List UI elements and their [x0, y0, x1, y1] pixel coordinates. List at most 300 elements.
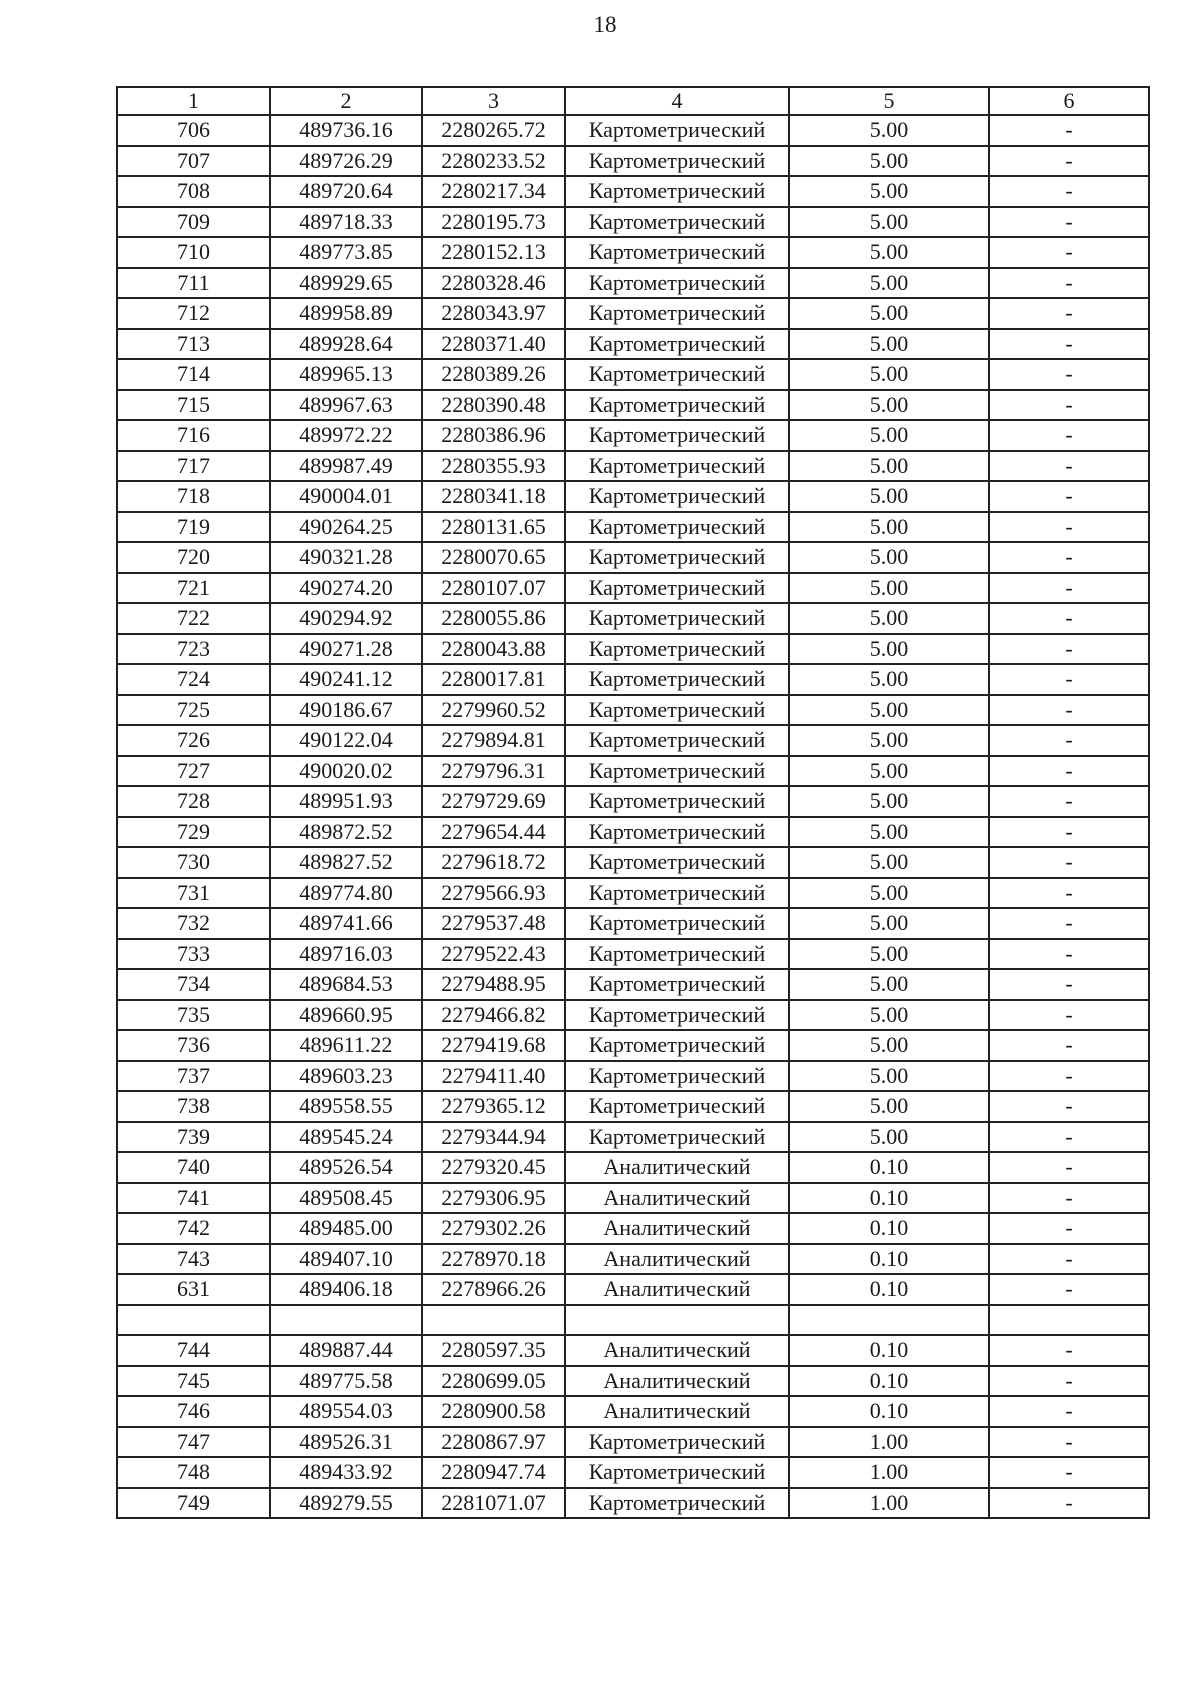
x-coordinate-cell: 489928.64 [270, 329, 422, 360]
y-coordinate-cell: 2279302.26 [422, 1213, 565, 1244]
point-number-cell: 718 [117, 481, 270, 512]
method-cell: Картометрический [565, 390, 789, 421]
x-coordinate-cell: 489872.52 [270, 817, 422, 848]
y-coordinate-cell: 2279566.93 [422, 878, 565, 909]
table-row [117, 725, 1149, 756]
table-row [117, 1213, 1149, 1244]
accuracy-cell: 5.00 [789, 176, 989, 207]
point-number-cell [117, 1305, 270, 1336]
method-cell: Картометрический [565, 1427, 789, 1458]
x-coordinate-cell: 489958.89 [270, 298, 422, 329]
y-coordinate-cell: 2280217.34 [422, 176, 565, 207]
x-coordinate-cell: 489736.16 [270, 115, 422, 146]
table-row [117, 1335, 1149, 1366]
method-cell: Картометрический [565, 146, 789, 177]
method-cell: Картометрический [565, 634, 789, 665]
table-row [117, 390, 1149, 421]
x-coordinate-cell: 489774.80 [270, 878, 422, 909]
point-number-cell: 734 [117, 969, 270, 1000]
accuracy-cell: 5.00 [789, 512, 989, 543]
accuracy-cell: 5.00 [789, 878, 989, 909]
accuracy-cell: 5.00 [789, 481, 989, 512]
point-number-cell: 727 [117, 756, 270, 787]
point-number-cell: 738 [117, 1091, 270, 1122]
note-cell: - [989, 115, 1149, 146]
accuracy-cell: 0.10 [789, 1396, 989, 1427]
method-cell: Аналитический [565, 1396, 789, 1427]
point-number-cell: 746 [117, 1396, 270, 1427]
table-row [117, 1396, 1149, 1427]
note-cell: - [989, 878, 1149, 909]
table-row [117, 1091, 1149, 1122]
table-row [117, 1305, 1149, 1336]
x-coordinate-cell: 490294.92 [270, 603, 422, 634]
note-cell: - [989, 1000, 1149, 1031]
accuracy-cell: 5.00 [789, 725, 989, 756]
y-coordinate-cell: 2279365.12 [422, 1091, 565, 1122]
point-number-cell: 732 [117, 908, 270, 939]
method-cell: Картометрический [565, 451, 789, 482]
note-cell: - [989, 237, 1149, 268]
note-cell: - [989, 1213, 1149, 1244]
x-coordinate-cell: 489603.23 [270, 1061, 422, 1092]
point-number-cell: 720 [117, 542, 270, 573]
accuracy-cell: 5.00 [789, 695, 989, 726]
accuracy-cell: 5.00 [789, 603, 989, 634]
note-cell: - [989, 1488, 1149, 1519]
table-row [117, 664, 1149, 695]
x-coordinate-cell: 489545.24 [270, 1122, 422, 1153]
method-cell: Картометрический [565, 1000, 789, 1031]
y-coordinate-cell: 2278970.18 [422, 1244, 565, 1275]
accuracy-cell: 0.10 [789, 1183, 989, 1214]
accuracy-cell: 5.00 [789, 1000, 989, 1031]
note-cell: - [989, 1274, 1149, 1305]
table-row [117, 1244, 1149, 1275]
accuracy-cell: 5.00 [789, 634, 989, 665]
point-number-cell: 714 [117, 359, 270, 390]
accuracy-cell: 5.00 [789, 573, 989, 604]
accuracy-cell: 0.10 [789, 1213, 989, 1244]
note-cell: - [989, 329, 1149, 360]
point-number-cell: 735 [117, 1000, 270, 1031]
note-cell: - [989, 969, 1149, 1000]
note-cell: - [989, 1183, 1149, 1214]
table-row [117, 1274, 1149, 1305]
y-coordinate-cell: 2280070.65 [422, 542, 565, 573]
point-number-cell: 745 [117, 1366, 270, 1397]
x-coordinate-cell: 489526.54 [270, 1152, 422, 1183]
y-coordinate-cell: 2280699.05 [422, 1366, 565, 1397]
note-cell: - [989, 1335, 1149, 1366]
point-number-cell: 748 [117, 1457, 270, 1488]
method-cell: Картометрический [565, 908, 789, 939]
note-cell: - [989, 756, 1149, 787]
note-cell: - [989, 1152, 1149, 1183]
x-coordinate-cell: 489741.66 [270, 908, 422, 939]
point-number-cell: 747 [117, 1427, 270, 1458]
method-cell: Аналитический [565, 1366, 789, 1397]
point-number-cell: 722 [117, 603, 270, 634]
accuracy-cell: 5.00 [789, 451, 989, 482]
note-cell: - [989, 542, 1149, 573]
y-coordinate-cell: 2280131.65 [422, 512, 565, 543]
note-cell: - [989, 786, 1149, 817]
point-number-cell: 739 [117, 1122, 270, 1153]
accuracy-cell: 5.00 [789, 207, 989, 238]
page-number: 18 [593, 12, 617, 37]
note-cell: - [989, 908, 1149, 939]
point-number-cell: 740 [117, 1152, 270, 1183]
table-row [117, 603, 1149, 634]
method-cell: Картометрический [565, 329, 789, 360]
table-body [117, 115, 1149, 1518]
table-row [117, 573, 1149, 604]
y-coordinate-cell [422, 1305, 565, 1336]
note-cell [989, 1305, 1149, 1336]
column-header: 1 [117, 87, 270, 115]
note-cell: - [989, 1366, 1149, 1397]
point-number-cell: 728 [117, 786, 270, 817]
y-coordinate-cell: 2280371.40 [422, 329, 565, 360]
y-coordinate-cell: 2279537.48 [422, 908, 565, 939]
column-header: 3 [422, 87, 565, 115]
x-coordinate-cell: 489726.29 [270, 146, 422, 177]
method-cell: Аналитический [565, 1152, 789, 1183]
point-number-cell: 631 [117, 1274, 270, 1305]
method-cell: Картометрический [565, 298, 789, 329]
x-coordinate-cell: 489407.10 [270, 1244, 422, 1275]
note-cell: - [989, 1061, 1149, 1092]
table-row [117, 146, 1149, 177]
accuracy-cell: 5.00 [789, 1122, 989, 1153]
point-number-cell: 721 [117, 573, 270, 604]
note-cell: - [989, 481, 1149, 512]
table-row [117, 1457, 1149, 1488]
method-cell: Аналитический [565, 1183, 789, 1214]
point-number-cell: 743 [117, 1244, 270, 1275]
method-cell: Картометрический [565, 115, 789, 146]
x-coordinate-cell: 489972.22 [270, 420, 422, 451]
method-cell: Картометрический [565, 1061, 789, 1092]
note-cell: - [989, 573, 1149, 604]
x-coordinate-cell: 489827.52 [270, 847, 422, 878]
point-number-cell: 710 [117, 237, 270, 268]
table-row [117, 542, 1149, 573]
point-number-cell: 731 [117, 878, 270, 909]
y-coordinate-cell: 2280233.52 [422, 146, 565, 177]
y-coordinate-cell: 2280389.26 [422, 359, 565, 390]
x-coordinate-cell: 489929.65 [270, 268, 422, 299]
accuracy-cell: 5.00 [789, 664, 989, 695]
table-row [117, 115, 1149, 146]
table-row [117, 1122, 1149, 1153]
point-number-cell: 724 [117, 664, 270, 695]
table-row [117, 359, 1149, 390]
accuracy-cell: 5.00 [789, 359, 989, 390]
accuracy-cell: 5.00 [789, 237, 989, 268]
method-cell: Картометрический [565, 207, 789, 238]
y-coordinate-cell: 2279654.44 [422, 817, 565, 848]
method-cell: Аналитический [565, 1213, 789, 1244]
method-cell: Картометрический [565, 664, 789, 695]
point-number-cell: 726 [117, 725, 270, 756]
accuracy-cell: 5.00 [789, 1061, 989, 1092]
note-cell: - [989, 847, 1149, 878]
note-cell: - [989, 359, 1149, 390]
point-number-cell: 744 [117, 1335, 270, 1366]
accuracy-cell: 5.00 [789, 847, 989, 878]
x-coordinate-cell: 489684.53 [270, 969, 422, 1000]
point-number-cell: 736 [117, 1030, 270, 1061]
accuracy-cell: 1.00 [789, 1427, 989, 1458]
y-coordinate-cell: 2279320.45 [422, 1152, 565, 1183]
method-cell: Картометрический [565, 756, 789, 787]
table-row [117, 512, 1149, 543]
x-coordinate-cell: 490004.01 [270, 481, 422, 512]
x-coordinate-cell: 489775.58 [270, 1366, 422, 1397]
method-cell: Картометрический [565, 847, 789, 878]
note-cell: - [989, 298, 1149, 329]
point-number-cell: 716 [117, 420, 270, 451]
x-coordinate-cell: 489773.85 [270, 237, 422, 268]
point-number-cell: 730 [117, 847, 270, 878]
table-row [117, 1061, 1149, 1092]
table-row [117, 1183, 1149, 1214]
x-coordinate-cell: 489406.18 [270, 1274, 422, 1305]
table-row [117, 1152, 1149, 1183]
point-number-cell: 749 [117, 1488, 270, 1519]
point-number-cell: 707 [117, 146, 270, 177]
accuracy-cell: 5.00 [789, 969, 989, 1000]
method-cell [565, 1305, 789, 1336]
note-cell: - [989, 725, 1149, 756]
method-cell: Картометрический [565, 725, 789, 756]
point-number-cell: 742 [117, 1213, 270, 1244]
accuracy-cell: 5.00 [789, 1091, 989, 1122]
y-coordinate-cell: 2279729.69 [422, 786, 565, 817]
y-coordinate-cell: 2280107.07 [422, 573, 565, 604]
x-coordinate-cell: 490122.04 [270, 725, 422, 756]
note-cell: - [989, 176, 1149, 207]
accuracy-cell: 0.10 [789, 1274, 989, 1305]
note-cell: - [989, 634, 1149, 665]
table-row [117, 1000, 1149, 1031]
x-coordinate-cell: 489987.49 [270, 451, 422, 482]
method-cell: Картометрический [565, 420, 789, 451]
accuracy-cell: 5.00 [789, 756, 989, 787]
x-coordinate-cell: 489485.00 [270, 1213, 422, 1244]
y-coordinate-cell: 2280867.97 [422, 1427, 565, 1458]
method-cell: Картометрический [565, 878, 789, 909]
table-row [117, 939, 1149, 970]
point-number-cell: 717 [117, 451, 270, 482]
note-cell: - [989, 1427, 1149, 1458]
y-coordinate-cell: 2279466.82 [422, 1000, 565, 1031]
table-row [117, 1488, 1149, 1519]
x-coordinate-cell: 489660.95 [270, 1000, 422, 1031]
table-row [117, 329, 1149, 360]
method-cell: Картометрический [565, 359, 789, 390]
method-cell: Картометрический [565, 176, 789, 207]
note-cell: - [989, 390, 1149, 421]
table-row [117, 176, 1149, 207]
y-coordinate-cell: 2280195.73 [422, 207, 565, 238]
x-coordinate-cell: 489887.44 [270, 1335, 422, 1366]
method-cell: Картометрический [565, 1122, 789, 1153]
accuracy-cell: 0.10 [789, 1335, 989, 1366]
accuracy-cell: 5.00 [789, 1030, 989, 1061]
method-cell: Аналитический [565, 1244, 789, 1275]
coordinates-table [116, 86, 1150, 1519]
x-coordinate-cell: 490321.28 [270, 542, 422, 573]
point-number-cell: 715 [117, 390, 270, 421]
accuracy-cell: 5.00 [789, 939, 989, 970]
point-number-cell: 733 [117, 939, 270, 970]
y-coordinate-cell: 2279618.72 [422, 847, 565, 878]
accuracy-cell: 5.00 [789, 786, 989, 817]
table-row [117, 268, 1149, 299]
method-cell: Картометрический [565, 481, 789, 512]
x-coordinate-cell: 490274.20 [270, 573, 422, 604]
y-coordinate-cell: 2280355.93 [422, 451, 565, 482]
accuracy-cell: 5.00 [789, 390, 989, 421]
point-number-cell: 729 [117, 817, 270, 848]
accuracy-cell: 5.00 [789, 420, 989, 451]
table-row [117, 420, 1149, 451]
table-row [117, 817, 1149, 848]
note-cell: - [989, 939, 1149, 970]
y-coordinate-cell: 2279894.81 [422, 725, 565, 756]
method-cell: Аналитический [565, 1274, 789, 1305]
y-coordinate-cell: 2280341.18 [422, 481, 565, 512]
y-coordinate-cell: 2281071.07 [422, 1488, 565, 1519]
y-coordinate-cell: 2279796.31 [422, 756, 565, 787]
x-coordinate-cell: 489720.64 [270, 176, 422, 207]
column-header: 6 [989, 87, 1149, 115]
y-coordinate-cell: 2280265.72 [422, 115, 565, 146]
accuracy-cell [789, 1305, 989, 1336]
y-coordinate-cell: 2279960.52 [422, 695, 565, 726]
x-coordinate-cell: 490020.02 [270, 756, 422, 787]
accuracy-cell: 5.00 [789, 298, 989, 329]
method-cell: Картометрический [565, 939, 789, 970]
x-coordinate-cell: 489611.22 [270, 1030, 422, 1061]
note-cell: - [989, 1122, 1149, 1153]
point-number-cell: 725 [117, 695, 270, 726]
accuracy-cell: 0.10 [789, 1152, 989, 1183]
method-cell: Картометрический [565, 1488, 789, 1519]
y-coordinate-cell: 2280043.88 [422, 634, 565, 665]
point-number-cell: 712 [117, 298, 270, 329]
table-row [117, 451, 1149, 482]
x-coordinate-cell: 489716.03 [270, 939, 422, 970]
method-cell: Картометрический [565, 1457, 789, 1488]
method-cell: Картометрический [565, 969, 789, 1000]
note-cell: - [989, 1457, 1149, 1488]
x-coordinate-cell: 489965.13 [270, 359, 422, 390]
table-row [117, 908, 1149, 939]
note-cell: - [989, 512, 1149, 543]
note-cell: - [989, 420, 1149, 451]
table-row [117, 237, 1149, 268]
table-row [117, 1427, 1149, 1458]
x-coordinate-cell [270, 1305, 422, 1336]
point-number-cell: 713 [117, 329, 270, 360]
table-row [117, 207, 1149, 238]
y-coordinate-cell: 2280900.58 [422, 1396, 565, 1427]
point-number-cell: 706 [117, 115, 270, 146]
point-number-cell: 723 [117, 634, 270, 665]
x-coordinate-cell: 489279.55 [270, 1488, 422, 1519]
method-cell: Картометрический [565, 542, 789, 573]
note-cell: - [989, 603, 1149, 634]
y-coordinate-cell: 2279488.95 [422, 969, 565, 1000]
y-coordinate-cell: 2280152.13 [422, 237, 565, 268]
method-cell: Картометрический [565, 268, 789, 299]
note-cell: - [989, 1396, 1149, 1427]
y-coordinate-cell: 2279344.94 [422, 1122, 565, 1153]
x-coordinate-cell: 490186.67 [270, 695, 422, 726]
accuracy-cell: 5.00 [789, 817, 989, 848]
y-coordinate-cell: 2279419.68 [422, 1030, 565, 1061]
method-cell: Картометрический [565, 603, 789, 634]
method-cell: Аналитический [565, 1335, 789, 1366]
column-header: 4 [565, 87, 789, 115]
table-row [117, 1366, 1149, 1397]
table-row [117, 847, 1149, 878]
accuracy-cell: 0.10 [789, 1366, 989, 1397]
table-row [117, 481, 1149, 512]
x-coordinate-cell: 489951.93 [270, 786, 422, 817]
point-number-cell: 709 [117, 207, 270, 238]
y-coordinate-cell: 2279411.40 [422, 1061, 565, 1092]
accuracy-cell: 1.00 [789, 1488, 989, 1519]
accuracy-cell: 5.00 [789, 268, 989, 299]
y-coordinate-cell: 2280597.35 [422, 1335, 565, 1366]
accuracy-cell: 0.10 [789, 1244, 989, 1275]
accuracy-cell: 5.00 [789, 542, 989, 573]
note-cell: - [989, 1091, 1149, 1122]
note-cell: - [989, 1244, 1149, 1275]
y-coordinate-cell: 2280055.86 [422, 603, 565, 634]
accuracy-cell: 5.00 [789, 329, 989, 360]
method-cell: Картометрический [565, 1091, 789, 1122]
y-coordinate-cell: 2280390.48 [422, 390, 565, 421]
accuracy-cell: 5.00 [789, 908, 989, 939]
y-coordinate-cell: 2279306.95 [422, 1183, 565, 1214]
point-number-cell: 708 [117, 176, 270, 207]
method-cell: Картометрический [565, 817, 789, 848]
method-cell: Картометрический [565, 695, 789, 726]
table-row [117, 1030, 1149, 1061]
x-coordinate-cell: 489718.33 [270, 207, 422, 238]
method-cell: Картометрический [565, 1030, 789, 1061]
note-cell: - [989, 1030, 1149, 1061]
accuracy-cell: 5.00 [789, 146, 989, 177]
note-cell: - [989, 664, 1149, 695]
table-row [117, 969, 1149, 1000]
x-coordinate-cell: 490271.28 [270, 634, 422, 665]
x-coordinate-cell: 489526.31 [270, 1427, 422, 1458]
accuracy-cell: 1.00 [789, 1457, 989, 1488]
table-row [117, 298, 1149, 329]
point-number-cell: 711 [117, 268, 270, 299]
x-coordinate-cell: 490264.25 [270, 512, 422, 543]
table-row [117, 756, 1149, 787]
y-coordinate-cell: 2278966.26 [422, 1274, 565, 1305]
table-header-row [117, 87, 1149, 115]
